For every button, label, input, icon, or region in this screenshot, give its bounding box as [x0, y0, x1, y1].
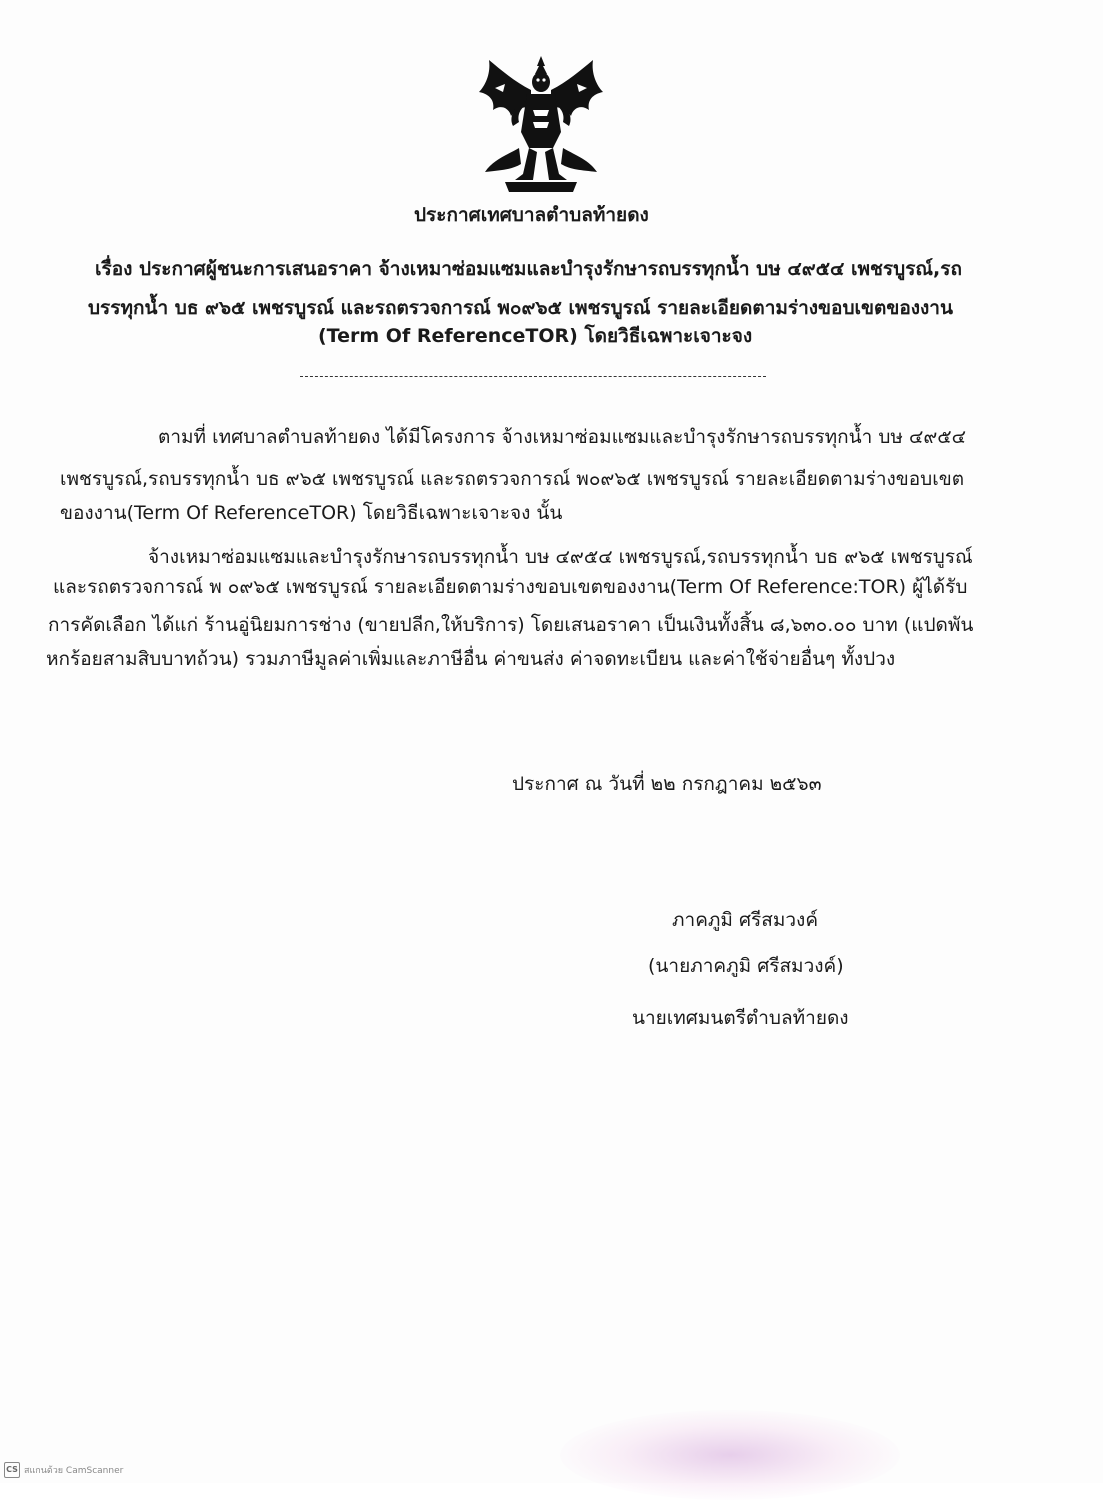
subject-line-3: (Term Of ReferenceTOR) โดยวิธีเฉพาะเจาะจง: [318, 325, 753, 347]
paragraph-1-line-2: เพชรบูรณ์,รถบรรทุกน้ำ บธ ๙๖๕ เพชรบูรณ์ และรถตรวจการณ์ พ๐๙๖๕ เพชรบูรณ์ รายละเอียดตามร่างขอบเขต: [60, 468, 965, 490]
subject-line-2: บรรทุกน้ำ บธ ๙๖๕ เพชรบูรณ์ และรถตรวจการณ์ พ๐๙๖๕ เพชรบูรณ์ รายละเอียดตามร่างขอบเขตของงาน: [88, 297, 953, 319]
paragraph-2-line-1: จ้างเหมาซ่อมแซมและบำรุงรักษารถบรรทุกน้ำ บษ ๔๙๕๔ เพชรบูรณ์,รถบรรทุกน้ำ บธ ๙๖๕ เพชรบูรณ์: [148, 546, 973, 568]
signature-name: ภาคภูมิ ศรีสมวงค์: [672, 909, 819, 931]
document-title: ประกาศเทศบาลตำบลท้ายดง: [414, 204, 649, 226]
paragraph-1-line-3: ของงาน(Term Of ReferenceTOR) โดยวิธีเฉพาะเจาะจง นั้น: [60, 502, 563, 524]
paragraph-2-line-4: หกร้อยสามสิบบาทถ้วน) รวมภาษีมูลค่าเพิ่มและภาษีอื่น ค่าขนส่ง ค่าจดทะเบียน และค่าใช้จ่ายอื่นๆ ทั้งปวง: [46, 648, 896, 670]
announcement-date: ประกาศ ณ วันที่ ๒๒ กรกฎาคม ๒๕๖๓: [512, 773, 822, 795]
camscanner-icon: CS: [4, 1462, 20, 1478]
header-divider: [300, 376, 766, 377]
scanner-watermark: [4, 1462, 123, 1478]
paragraph-1-line-1: ตามที่ เทศบาลตำบลท้ายดง ได้มีโครงการ จ้างเหมาซ่อมแซมและบำรุงรักษารถบรรทุกน้ำ บษ ๔๙๕๔: [158, 426, 967, 448]
garuda-emblem-icon: [475, 52, 607, 200]
signature-printed-name: (นายภาคภูมิ ศรีสมวงค์): [648, 955, 844, 977]
paragraph-2-line-3: การคัดเลือก ได้แก่ ร้านอู่นิยมการช่าง (ขายปลีก,ให้บริการ) โดยเสนอราคา เป็นเงินทั้งสิ้น ๘,๖๓๐.๐๐ บาท (แปดพัน: [48, 614, 974, 636]
scanner-text: สแกนด้วย CamScanner: [24, 1466, 124, 1476]
paragraph-2-line-2: และรถตรวจการณ์ พ ๐๙๖๕ เพชรบูรณ์ รายละเอียดตามร่างขอบเขตของงาน(Term Of Reference:TOR) ผู้ได้รับ: [53, 576, 968, 598]
scan-color-smear: [560, 1410, 900, 1500]
signature-position: นายเทศมนตรีตำบลท้ายดง: [632, 1007, 849, 1029]
subject-line-1: เรื่อง ประกาศผู้ชนะการเสนอราคา จ้างเหมาซ่อมแซมและบำรุงรักษารถบรรทุกน้ำ บษ ๔๙๕๔ เพชรบูรณ์,รถ: [95, 258, 962, 280]
